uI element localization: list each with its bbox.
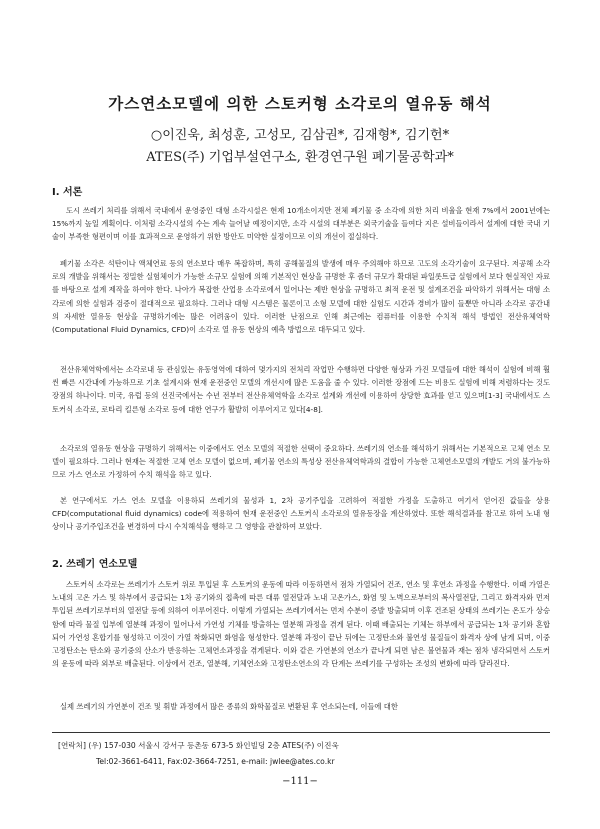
model-paragraph-1: 스토커식 소각로는 쓰레기가 스토커 위로 투입된 후 스토커의 운동에 따라 이동하면서 점차 가열되어 건조, 연소 및 후연소 과정을 수행한다. 이때 가열은 노내의 고온 가스 및 하부에서 공급되는 1차 공기와의 접촉에 따른 대류 열전달과 노내 고온가스, 화염 및 노벽으로부터의 복사열전달, 그리고 화격자와 먼저 투입된 쓰레기로부터의 열전달 등에 의하여 이루어진다. 이렇게 가열되는 쓰레기에서는 먼저 수분이 증발 방출되며 이후 건조된 상태의 쓰레기는 온도가 상승함에 따라 물질 입부에 열분해 과정이 일어나서 가연성 기체를 방출하는 열분해 과정을 겪게 된다. 이때 배출되는 기체는 하부에서 공급되는 1차 공기와 혼합되어 가연성 혼합기를 형성하고 이것이 가열 착화되면 화염을 형성한다. 열분해 과정이 끝난 뒤에는 고정탄소와 불연성 물질들이 화격자 상에 남게 되며, 이중 고정탄소는 탄소와 공기중의 산소가 반응하는 고체연소과정을 겪게된다. 이와 같은 가연분의 연소가 끝나게 되면 남은 불연물과 재는 점차 냉각되면서 스토커의 운동에 따라 외부로 배출된다. 이상에서 건조, 열분해, 기체연소와 고정탄소연소의 각 단계는 쓰레기를 구성하는 조성의 변화에 따라 달라진다. (52, 580, 550, 669)
footer-divider (52, 732, 550, 733)
section-heading-introduction: I. 서론 (52, 187, 83, 198)
intro-paragraph-3: 전산유체역학에서는 소각로내 등 관심있는 유동영역에 대하여 몇가지의 전처리 작업만 수행하면 다양한 형상과 가진 모델들에 대한 해석이 실험에 비해 훨씬 빠른 시간내에 가능하므로 기초 설계시와 현재 운전중인 모델의 개선시에 많은 도움을 줄 수 있다. 이러한 장점에 드는 비용도 실험에 비해 저렴하다는 것도 장점의 하나이다. 미국, 유럽 등의 선진국에서는 수년 전부터 전산유체역학을 소각로 설계와 개선에 이용하여 상당한 효과를 얻고 있으며[1-3] 국내에서도 스토커식 소각로, 로타리 킬른형 소각로 등에 대한 연구가 활발히 이루어지고 있다[4-8]. (52, 365, 550, 414)
footer-contact: [연락처] (우) 157-030 서울시 강서구 등촌동 673-5 화인빌딩 2층 ATES(주) 이진욱 (58, 741, 339, 750)
intro-paragraph-5: 본 연구에서도 가스 연소 모델을 이용하되 쓰레기의 물성과 1, 2차 공기주입을 고려하여 적절한 가정을 도출하고 여기서 얻어진 값들을 상용 CFD(computational fluid dynamics) code에 적용하여 현재 운전중인 스토커식 소각로의 열유동장을 계산하였다. 또한 해석결과를 참고로 하여 노내 형상이나 공기주입조건을 변경하여 다시 수치해석을 행하고 그 영향을 관찰하여 보았다. (52, 496, 550, 532)
intro-paragraph-2: 폐기물 소각은 석탄이나 액체연료 등의 연소보다 매우 복잡하며, 특히 공해물질의 발생에 매우 주의해야 하므로 고도의 소각기술이 요구된다. 저공해 소각로의 개발을 위해서는 정밀한 실험체이가 가능한 소규모 실험에 의해 기본적인 현상을 규명한 후 좀더 규모가 확대된 파일롯트급 실험에서 보다 현실적인 자료를 바탕으로 설계 제작을 하여야 한다. 나아가 복잡한 산업용 소각로에서 일어나는 제반 현상을 규명하고 최적 운전 및 설계조건을 파악하기 위해서는 대형 소각로에 의한 실험과 검증이 절대적으로 필요하다. 그러나 대형 시스템은 물론이고 소형 모델에 대한 실험도 시간과 경비가 많이 들뿐만 아니라 소각로 공간내의 자세한 열유동 현상을 규명하기에는 많은 어려움이 있다. 이러한 난점으로 인해 최근에는 컴퓨터를 이용한 수치적 해석 방법인 전산유체역학(Computational Fluid Dynamics, CFD)이 소각로 열 유동 현상의 예측 방법으로 대두되고 있다. (52, 259, 550, 335)
footer-tel: Tel:02-3661-6411, Fax:02-3664-7251, e-mail: jwlee@ates.co.kr (96, 757, 335, 766)
page-number: −111− (282, 776, 318, 787)
section-heading-waste-combustion-model: 2. 쓰레기 연소모델 (52, 559, 138, 570)
intro-paragraph-4: 소각로의 열유동 현상을 규명하기 위해서는 이중에서도 연소 모델의 적절한 선택이 중요하다. 쓰레기의 연소를 해석하기 위해서는 기본적으로 고체 연소 모델이 필요하다. 그러나 현재는 적절한 고체 연소 모델이 없으며, 폐기물 연소의 특성상 전산유체역학과의 결합이 가능한 고체연소모델의 개발도 거의 불가능하므로 가스 연소로 가정하여 수치 해석을 하고 있다. (52, 444, 550, 480)
intro-paragraph-1: 도시 쓰레기 처리를 위해서 국내에서 운영중인 대형 소각시설은 현재 10개소이지만 전체 폐기물 중 소각에 의한 처리 비율을 현재 7%에서 2001년에는 15%까지 높일 계획이다. 이처럼 소각시설의 수는 계속 늘어날 예정이지만, 소각 시설의 대부분은 외국기술을 들여다 지은 설비들이라서 설계에 대한 국내 기술이 부족한 형편이며 이를 효과적으로 운영하기 위한 방안도 미약한 실정이므로 이의 개선이 절실하다. (52, 206, 550, 242)
author-list: ○이진욱, 최성훈, 고성모, 김삼권*, 김재형*, 김기헌* (150, 128, 450, 143)
paper-title: 가스연소모델에 의한 스토커형 소각로의 열유동 해석 (108, 94, 492, 113)
affiliation: ATES(주) 기업부설연구소, 환경연구원 폐기물공학과* (146, 150, 454, 165)
model-paragraph-2: 실제 쓰레기의 가연분이 건조 및 휘발 과정에서 많은 종류의 화학물질로 변환된 후 연소되는데, 이들에 대한 (60, 702, 398, 711)
